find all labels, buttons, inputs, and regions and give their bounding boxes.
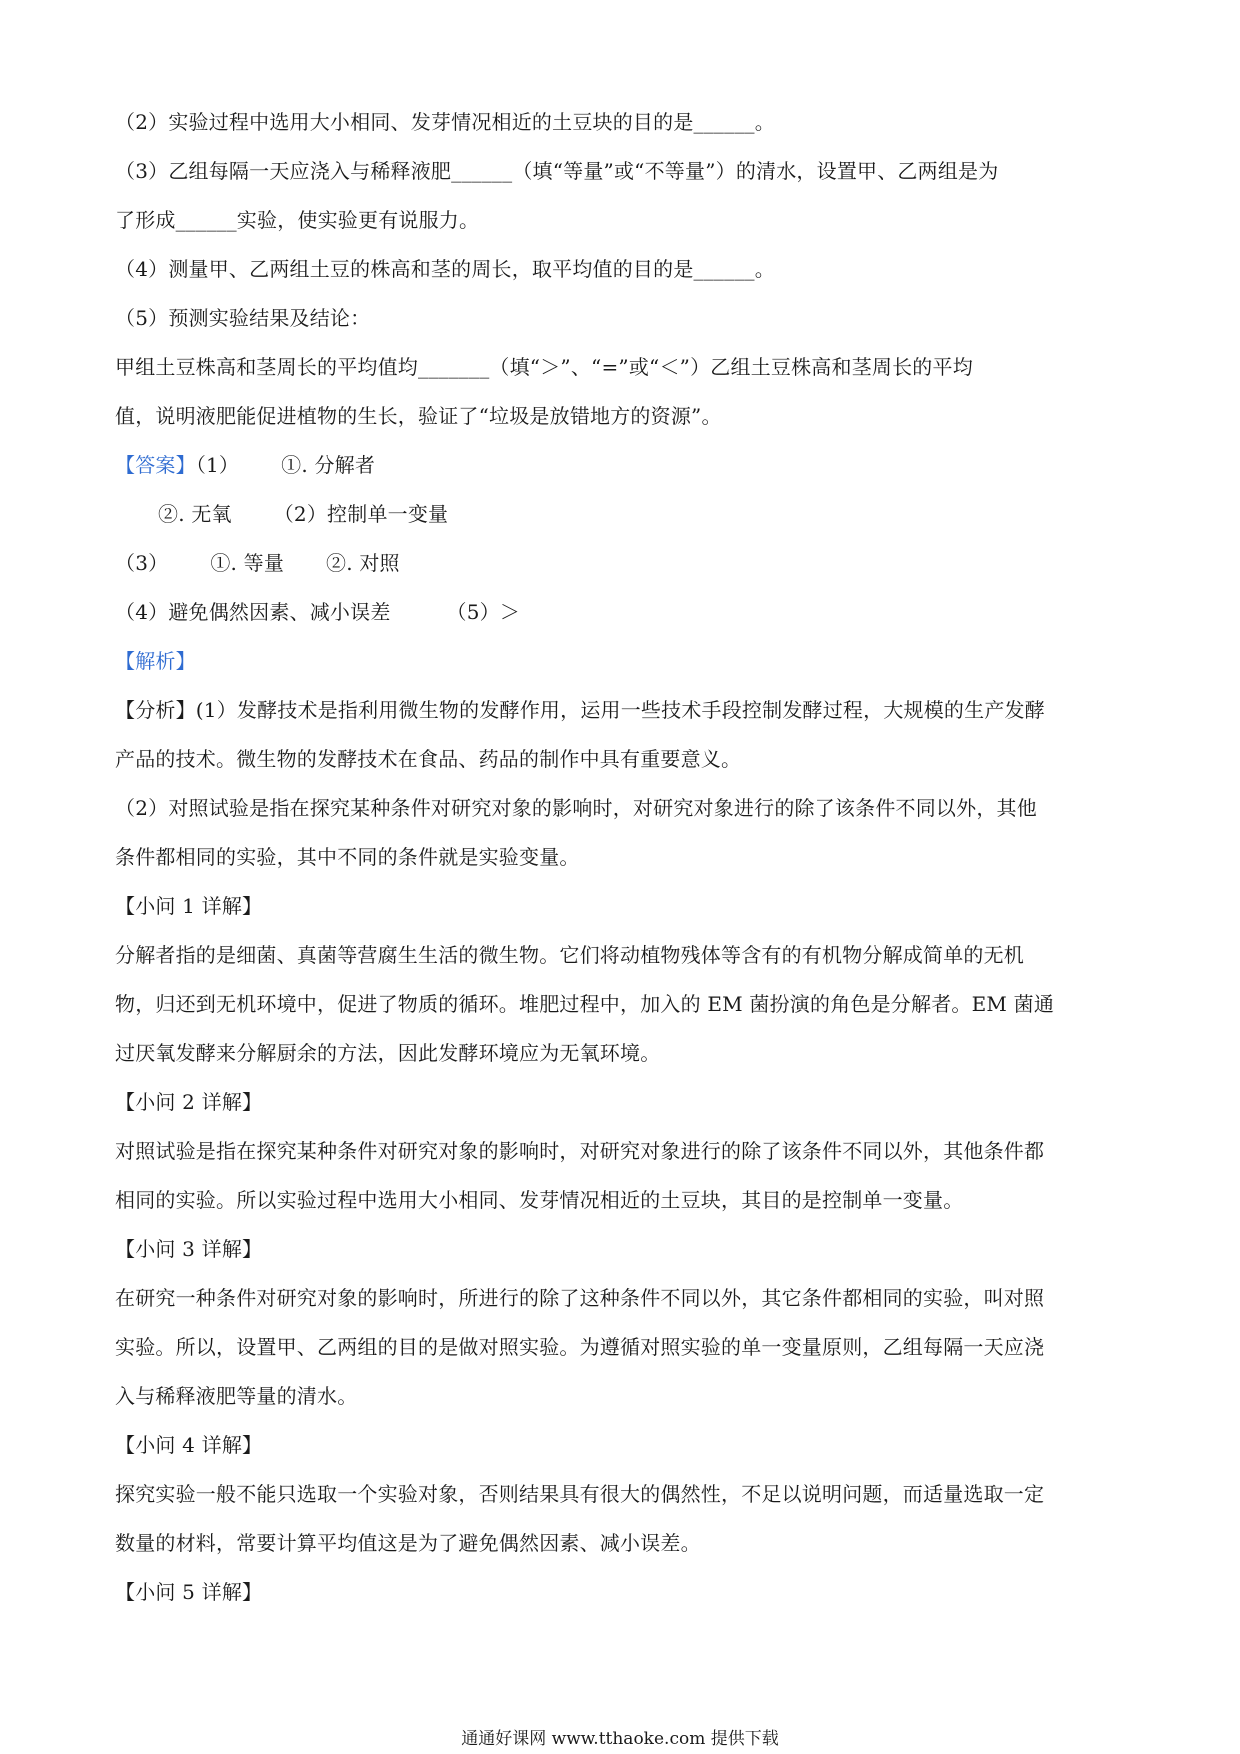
footer-watermark: 通通好课网 www.tthaoke.com 提供下载 — [461, 1729, 779, 1749]
answer-q1-number: （1） — [195, 453, 240, 477]
answer-q3-b: ②. 对照 — [326, 551, 400, 575]
prediction-line-2: 值，说明液肥能促进植物的生长，验证了“垃圾是放错地方的资源”。 — [115, 404, 722, 428]
answer-line-2 — [115, 490, 1125, 539]
section-heading-q1: 【小问 1 详解】 — [115, 894, 263, 918]
answer-q2: （2）控制单一变量 — [273, 502, 449, 526]
body-line: 条件都相同的实验，其中不同的条件就是实验变量。 — [115, 845, 580, 869]
answer-q1-b: ②. 无氧 — [158, 502, 232, 526]
body-line: 相同的实验。所以实验过程中选用大小相同、发芽情况相近的土豆块，其目的是控制单一变量。 — [115, 1188, 964, 1212]
body-line: 实验。所以，设置甲、乙两组的目的是做对照实验。为遵循对照实验的单一变量原则，乙组每隔一天应浇 — [115, 1335, 1045, 1359]
answer-q4: （4）避免偶然因素、减小误差 — [115, 600, 391, 624]
body-line: 在研究一种条件对研究对象的影响时，所进行的除了这种条件不同以外，其它条件都相同的实验，叫对照 — [115, 1286, 1045, 1310]
answer-q3-number: （3） — [115, 551, 169, 575]
answer-tag: 【答案】 — [115, 453, 196, 477]
body-line: 产品的技术。微生物的发酵技术在食品、药品的制作中具有重要意义。 — [115, 747, 742, 771]
document-body — [115, 98, 1125, 1617]
body-line: 探究实验一般不能只选取一个实验对象，否则结果具有很大的偶然性，不足以说明问题，而适量选取一定 — [115, 1482, 1045, 1506]
body-line: 过厌氧发酵来分解厨余的方法，因此发酵环境应为无氧环境。 — [115, 1041, 661, 1065]
section-heading-q2: 【小问 2 详解】 — [115, 1090, 263, 1114]
section-heading-q4: 【小问 4 详解】 — [115, 1433, 263, 1457]
answer-q5: （5）＞ — [446, 600, 521, 624]
section-heading-q3: 【小问 3 详解】 — [115, 1237, 263, 1261]
body-line: 物，归还到无机环境中，促进了物质的循环。堆肥过程中，加入的 EM 菌扮演的角色是分解者。EM 菌通 — [115, 992, 1055, 1016]
body-line: 入与稀释液肥等量的清水。 — [115, 1384, 358, 1408]
answer-q1-a: ①. 分解者 — [281, 453, 376, 477]
body-line: （2）对照试验是指在探究某种条件对研究对象的影响时，对研究对象进行的除了该条件不同以外，其他 — [115, 796, 1037, 820]
question-4-line: （4）测量甲、乙两组土豆的株高和茎的周长，取平均值的目的是______。 — [115, 257, 775, 281]
body-line: 数量的材料，常要计算平均值这是为了避免偶然因素、减小误差。 — [115, 1531, 701, 1555]
answer-line-3 — [115, 539, 1125, 588]
body-line: 【分析】(1）发酵技术是指利用微生物的发酵作用，运用一些技术手段控制发酵过程，大规模的生产发酵 — [115, 698, 1045, 722]
question-3-line-1: （3）乙组每隔一天应浇入与稀释液肥______（填“等量”或“不等量”）的清水，设置甲、乙两组是为 — [115, 159, 999, 183]
question-3-line-2: 了形成______实验，使实验更有说服力。 — [115, 208, 480, 232]
analysis-line — [115, 637, 1125, 686]
prediction-line-1: 甲组土豆株高和茎周长的平均值均_______（填“＞”、“=”或“＜”）乙组土豆株高和茎周长的平均 — [115, 355, 973, 379]
section-heading-q5: 【小问 5 详解】 — [115, 1580, 263, 1604]
body-line: 分解者指的是细菌、真菌等营腐生生活的微生物。它们将动植物残体等含有的有机物分解成简单的无机 — [115, 943, 1024, 967]
answer-q3-a: ①. 等量 — [210, 551, 285, 575]
answer-line-4 — [115, 588, 1125, 637]
body-line: 对照试验是指在探究某种条件对研究对象的影响时，对研究对象进行的除了该条件不同以外，其他条件都 — [115, 1139, 1045, 1163]
answer-line-1 — [115, 441, 1125, 490]
question-5-line: （5）预测实验结果及结论： — [115, 306, 371, 330]
question-2-line: （2）实验过程中选用大小相同、发芽情况相近的土豆块的目的是______。 — [115, 110, 775, 134]
analysis-tag: 【解析】 — [115, 649, 196, 673]
